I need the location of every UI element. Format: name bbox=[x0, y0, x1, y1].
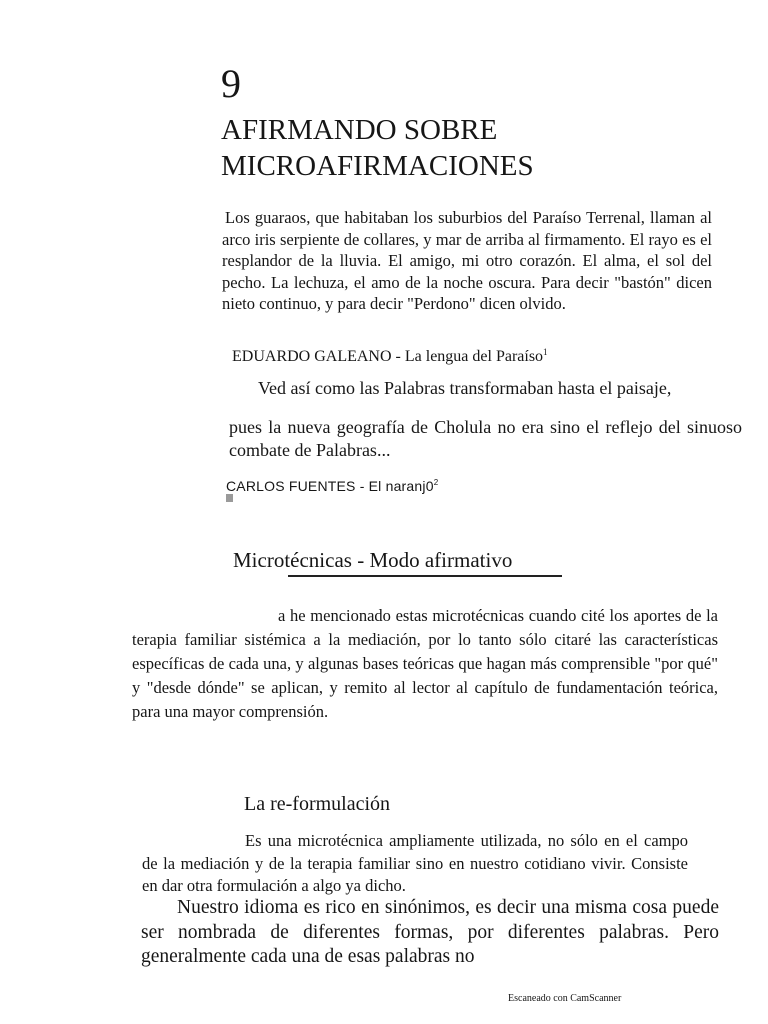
attribution-text: CARLOS FUENTES - El naranj0 bbox=[226, 478, 434, 494]
section-title: Microtécnicas - Modo afirmativo bbox=[233, 548, 513, 572]
chapter-title-line2: MICROAFIRMACIONES bbox=[221, 150, 534, 182]
quote-first-line: Ved así como las Palabras transformaban hasta el paisaje, bbox=[258, 378, 672, 398]
scan-mark bbox=[226, 494, 233, 502]
subsection-title: La re-formulación bbox=[244, 793, 391, 815]
epigraph-galeano: Los guaraos, que habitaban los suburbios del Paraíso Terrenal, llaman al arco iris serpiente de collares, y mar de arriba al firmamento. El rayo es el resplandor de la lluvia. El amigo, mi otro corazón. El alma, el sol del pecho. La lechuza, el amo de la noche oscura. Para decir "bastón" dicen nieto continuo, y para decir "Perdono" dicen olvido. bbox=[222, 208, 712, 313]
footnote-marker: 1 bbox=[543, 347, 548, 357]
footnote-marker: 2 bbox=[433, 478, 439, 487]
attribution-work: - La lengua del Paraíso bbox=[391, 348, 544, 365]
quote-attribution bbox=[226, 474, 438, 495]
quote-fuentes: pues la nueva geografía de Cholula no era sino el reflejo del sinuoso combate de Palabras... bbox=[229, 417, 742, 460]
subsection-paragraph-2: Nuestro idioma es rico en sinónimos, es decir una misma cosa puede ser nombrada de diferentes formas, por diferentes palabras. Pero generalmente cada una de esas palabras no bbox=[141, 897, 719, 967]
chapter-title bbox=[221, 112, 534, 184]
scanner-watermark: Escaneado con CamScanner bbox=[508, 993, 622, 1004]
chapter-title-line1: AFIRMANDO SOBRE bbox=[221, 114, 498, 146]
epigraph-attribution bbox=[232, 342, 548, 367]
attribution-author: EDUARDO GALEANO bbox=[232, 348, 392, 365]
section-underline bbox=[288, 575, 562, 577]
section-paragraph: a he mencionado estas microtécnicas cuando cité los aportes de la terapia familiar sistémica a la mediación, por lo tanto sólo citaré las características específicas de cada una, y algunas bases teóricas que hagan más comprensible "por qué" y "desde dónde" se aplican, y remito al lector al capítulo de fundamentación teórica, para una mayor comprensión. bbox=[132, 606, 718, 721]
subsection-paragraph-1: Es una microtécnica ampliamente utilizada, no sólo en el campo de la mediación y de la terapia familiar sino en nuestro cotidiano vivir. Consiste en dar otra formulación a algo ya dicho. bbox=[142, 831, 688, 895]
chapter-number: 9 bbox=[221, 61, 241, 106]
